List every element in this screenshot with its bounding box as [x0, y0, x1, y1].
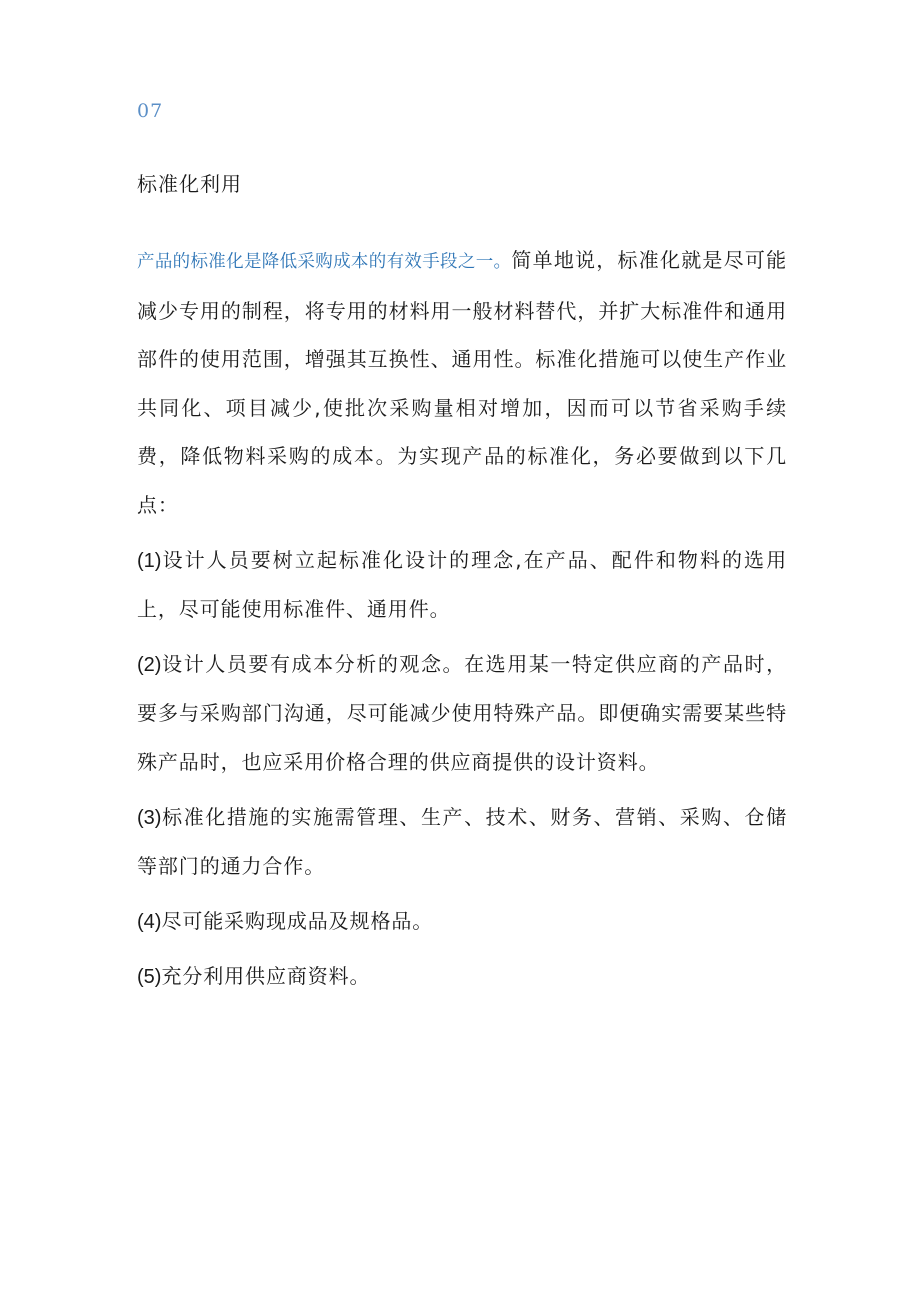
list-item-text: 设计人员要树立起标准化设计的理念,在产品、配件和物料的选用上，尽可能使用标准件、通用件。: [137, 547, 787, 622]
list-item-text: 标准化措施的实施需管理、生产、技术、财务、营销、采购、仓储等部门的通力合作。: [137, 804, 787, 879]
document-body: [137, 236, 787, 1002]
list-item-2: [137, 640, 787, 787]
list-item-text: 尽可能采购现成品及规格品。: [161, 908, 434, 933]
list-item-text: 设计人员要有成本分析的观念。在选用某一特定供应商的产品时，要多与采购部门沟通，尽可能减少使用特殊产品。即便确实需要某些特殊产品时，也应采用价格合理的供应商提供的设计资料。: [137, 651, 787, 774]
list-item-number: (5): [137, 966, 162, 989]
section-number: 07: [137, 100, 164, 122]
list-item-1: [137, 536, 787, 634]
section-title: 标准化利用: [137, 172, 242, 196]
list-item-5: [137, 952, 787, 1002]
list-item-3: [137, 793, 787, 891]
list-item-number: (2): [137, 653, 162, 676]
list-item-number: (3): [137, 806, 162, 829]
list-item-number: (1): [137, 549, 162, 572]
list-item-text: 充分利用供应商资料。: [161, 964, 371, 989]
list-item-4: [137, 897, 787, 947]
list-item-number: (4): [137, 910, 162, 933]
intro-paragraph: [137, 236, 787, 530]
intro-text: 简单地说，标准化就是尽可能减少专用的制程，将专用的材料用一般材料替代，并扩大标准件和通用部件的使用范围，增强其互换性、通用性。标准化措施可以使生产作业共同化、项目减少,使批次采购量相对增加，因而可以节省采购手续费，降低物料采购的成本。为实现产品的标准化，务必要做到以下几点：: [137, 248, 788, 517]
highlighted-statement: 产品的标准化是降低采购成本的有效手段之一。: [137, 252, 512, 272]
